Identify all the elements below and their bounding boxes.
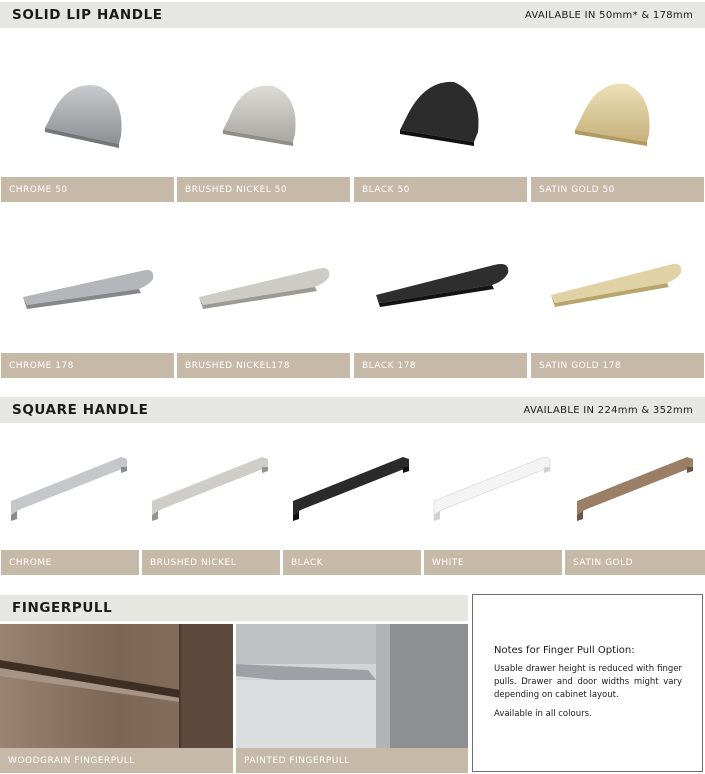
solid-lip-title: SOLID LIP HANDLE: [12, 7, 163, 23]
square-chrome-label: CHROME: [1, 550, 139, 575]
square-white-label: WHITE: [424, 550, 562, 575]
black-50-label: BLACK 50: [354, 177, 527, 202]
satin-gold-50-label: SATIN GOLD 50: [531, 177, 704, 202]
brushed-nickel-50-image: [177, 30, 350, 177]
woodgrain-fingerpull-image: [0, 624, 233, 748]
square-handle-header: [0, 397, 705, 423]
fingerpull-notes-box: [472, 594, 703, 772]
product-brushed-nickel-178[interactable]: [177, 205, 350, 378]
product-woodgrain-fingerpull[interactable]: [0, 624, 233, 773]
black-178-label: BLACK 178: [354, 353, 527, 378]
painted-fingerpull-image: [236, 624, 468, 748]
product-square-brushed-nickel[interactable]: [142, 425, 280, 575]
painted-fingerpull-label: PAINTED FINGERPULL: [236, 748, 468, 773]
solid-lip-availability: AVAILABLE IN 50mm* & 178mm: [524, 9, 693, 21]
product-satin-gold-50[interactable]: [531, 30, 704, 202]
product-square-black[interactable]: [283, 425, 421, 575]
product-satin-gold-178[interactable]: [531, 205, 704, 378]
square-brushed-nickel-image: [142, 425, 280, 550]
black-178-image: [354, 205, 527, 353]
solid-lip-header: [0, 2, 705, 28]
chrome-50-label: CHROME 50: [1, 177, 174, 202]
notes-title: Notes for Finger Pull Option:: [494, 645, 635, 656]
chrome-50-image: [1, 30, 174, 177]
square-satin-gold-image: [565, 425, 705, 550]
product-square-white[interactable]: [424, 425, 562, 575]
satin-gold-50-image: [531, 30, 704, 177]
square-handle-availability: AVAILABLE IN 224mm & 352mm: [523, 404, 693, 416]
notes-text-colours: Available in all colours.: [494, 709, 592, 720]
product-painted-fingerpull[interactable]: [236, 624, 468, 773]
product-brushed-nickel-50[interactable]: [177, 30, 350, 202]
product-black-178[interactable]: [354, 205, 527, 378]
product-black-50[interactable]: [354, 30, 527, 202]
square-white-image: [424, 425, 562, 550]
product-square-satin-gold[interactable]: [565, 425, 705, 575]
woodgrain-fingerpull-label: WOODGRAIN FINGERPULL: [0, 748, 233, 773]
square-brushed-nickel-label: BRUSHED NICKEL: [142, 550, 280, 575]
brushed-nickel-178-label: BRUSHED NICKEL178: [177, 353, 350, 378]
square-black-label: BLACK: [283, 550, 421, 575]
fingerpull-title: FINGERPULL: [12, 600, 113, 616]
product-square-chrome[interactable]: [1, 425, 139, 575]
chrome-178-label: CHROME 178: [1, 353, 174, 378]
chrome-178-image: [1, 205, 174, 353]
notes-text-usable-height: Usable drawer height is reduced with finger pulls. Drawer and door widths might vary depending on cabinet layout.: [494, 664, 682, 700]
product-chrome-50[interactable]: [1, 30, 174, 202]
product-chrome-178[interactable]: [1, 205, 174, 378]
fingerpull-header: [0, 595, 468, 621]
black-50-image: [354, 30, 527, 177]
square-satin-gold-label: SATIN GOLD: [565, 550, 705, 575]
satin-gold-178-label: SATIN GOLD 178: [531, 353, 704, 378]
square-handle-title: SQUARE HANDLE: [12, 402, 149, 418]
satin-gold-178-image: [531, 205, 704, 353]
brushed-nickel-178-image: [177, 205, 350, 353]
brushed-nickel-50-label: BRUSHED NICKEL 50: [177, 177, 350, 202]
square-chrome-image: [1, 425, 139, 550]
square-black-image: [283, 425, 421, 550]
